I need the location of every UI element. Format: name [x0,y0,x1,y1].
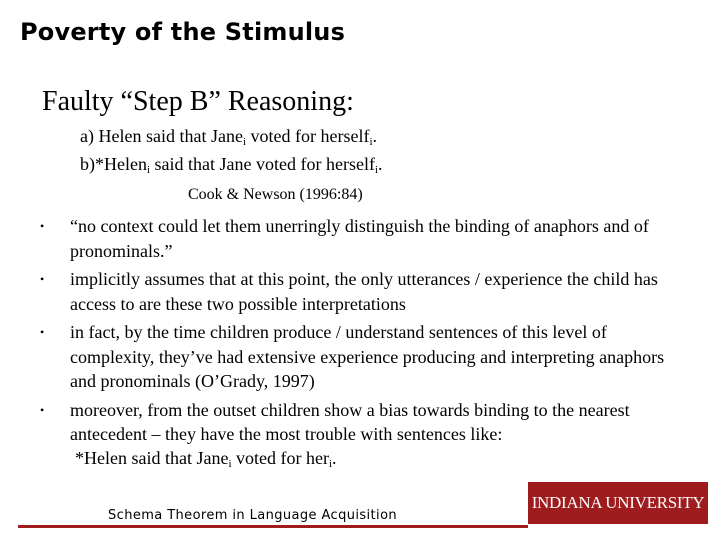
bullet-dot: • [40,325,45,339]
example-a-post: . [372,126,378,146]
citation: Cook & Newson (1996:84) [188,186,363,203]
example-b [80,154,383,175]
bullet-text: in fact, by the time children produce / understand sentences of this level of complexity, they’ve had extensive experience producing and interpreting anaphors and pronominals (O’Grady, 1997) [70,322,665,391]
bullet-dot: • [40,402,45,417]
example-b-post: . [378,154,383,174]
bullet-item [40,320,680,394]
final-example-mid: voted for her [231,448,329,468]
bullet-item [40,267,680,316]
logo-text: INDIANA UNIVERSITY [531,493,705,512]
example-a-pre: a) Helen said that Jane [80,126,243,146]
example-a [80,126,377,147]
example-a-index-1: i [242,136,246,148]
bullet-list [40,214,680,451]
final-example-pre: *Helen said that Jane [75,448,229,468]
example-b-pre: b)*Helen [80,154,147,174]
bullet-dot: • [40,219,45,233]
final-example [75,448,337,469]
example-b-index-2: i [374,164,379,176]
example-b-mid: said that Jane voted for herself [150,154,375,174]
bullet-text: “no context could let them unerringly distinguish the binding of anaphors and of pronominals.” [70,216,649,261]
example-b-index-1: i [146,164,151,176]
footer-divider [18,525,528,528]
indiana-university-logo [528,482,708,524]
slide-title: Poverty of the Stimulus [20,18,346,46]
footer-text: Schema Theorem in Language Acquisition [108,508,398,523]
bullet-text: implicitly assumes that at this point, the only utterances / experience the child has access to are these two possible interpretations [70,269,658,314]
bullet-text: moreover, from the outset children show a bias towards binding to the nearest antecedent – they have the most trouble with sentences like: [70,399,630,444]
final-example-index-1: i [228,458,232,470]
slide-subtitle: Faulty “Step B” Reasoning: [42,86,354,117]
bullet-item [40,398,680,447]
example-a-index-2: i [369,136,373,148]
final-example-post: . [332,448,337,468]
bullet-item [40,214,680,263]
bullet-dot: • [40,272,45,286]
final-example-index-2: i [328,458,333,470]
example-a-mid: voted for herself [246,126,370,146]
